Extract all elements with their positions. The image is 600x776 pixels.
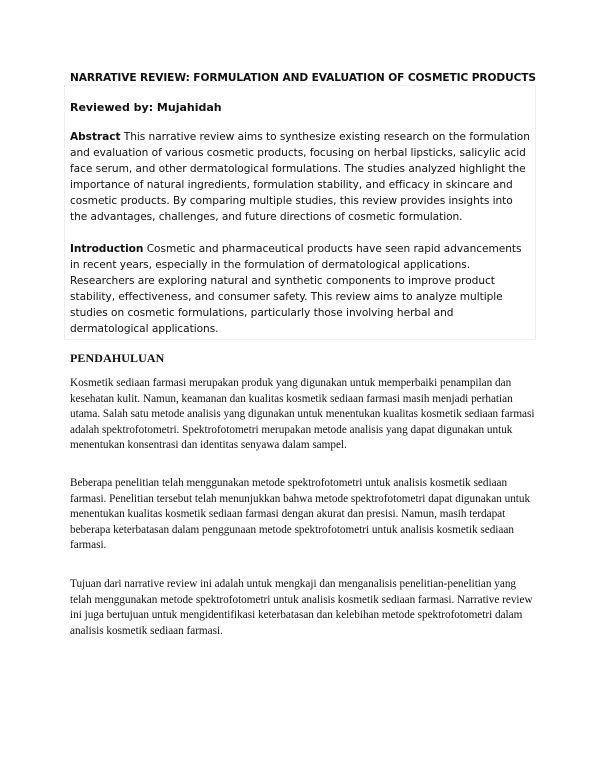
- body-paragraph-3: Tujuan dari narrative review ini adalah untuk mengkaji dan menganalisis penelitian-penelitian yang telah menggunakan metode spektrofotometri untuk analisis kosmetik sediaan farmasi. Narrative review ini juga bertujuan untuk mengidentifikasi keterbatasan dan kelebihan metode spektrofotometri dalam analisis kosmetik sediaan farmasi.: [70, 578, 533, 637]
- body-paragraph-2: Beberapa penelitian telah menggunakan metode spektrofotometri untuk analisis kosmetik sediaan farmasi. Penelitian tersebut telah menunjukkan bahwa metode spektrofotometri dapat digunakan untuk menentukan kualitas kosmetik sediaan farmasi dengan akurat dan presisi. Namun, masih terdapat beberapa keterbatasan dalam penggunaan metode spektrofotometri untuk analisis kosmetik sediaan farmasi.: [70, 477, 531, 552]
- body-paragraph-1: Kosmetik sediaan farmasi merupakan produk yang digunakan untuk memperbaiki penampilan dan kesehatan kulit. Namun, keamanan dan kualitas kosmetik sediaan farmasi masih menjadi perhatian utama. Salah satu metode analisis yang digunakan untuk menentukan kualitas kosmetik sediaan farmasi adalah spektrofotometri. Spektrofotometri merupakan metode analisis yang dapat digunakan untuk menentukan konsentrasi dan identitas senyawa dalam sampel.: [70, 377, 535, 452]
- abstract-label: Abstract: [70, 131, 121, 143]
- reviewer-line: Reviewed by: Mujahidah: [70, 101, 222, 114]
- abstract-text: This narrative review aims to synthesize existing research on the formulation and evaluation of various cosmetic products, focusing on herbal lipsticks, salicylic acid face serum, and other dermatological formulations. The studies analyzed highlight the importance of natural ingredients, formulation stability, and efficacy in skincare and cosmetic products. By comparing multiple studies, this review provides insights into the advantages, challenges, and future directions of cosmetic formulation.: [70, 131, 530, 224]
- introduction-text: Cosmetic and pharmaceutical products have seen rapid advancements in recent years, especially in the formulation of dermatological applications. Researchers are exploring natural and synthetic components to improve product stability, effectiveness, and consumer safety. This review aims to analyze multiple studies on cosmetic formulations, particularly those involving herbal and dermatological applications.: [70, 243, 522, 336]
- document-title: NARRATIVE REVIEW: FORMULATION AND EVALUATION OF COSMETIC PRODUCTS: [70, 72, 536, 84]
- introduction-label: Introduction: [70, 243, 144, 255]
- introduction-paragraph: [70, 241, 530, 338]
- abstract-paragraph: [70, 129, 530, 226]
- section-heading: PENDAHULUAN: [70, 351, 165, 365]
